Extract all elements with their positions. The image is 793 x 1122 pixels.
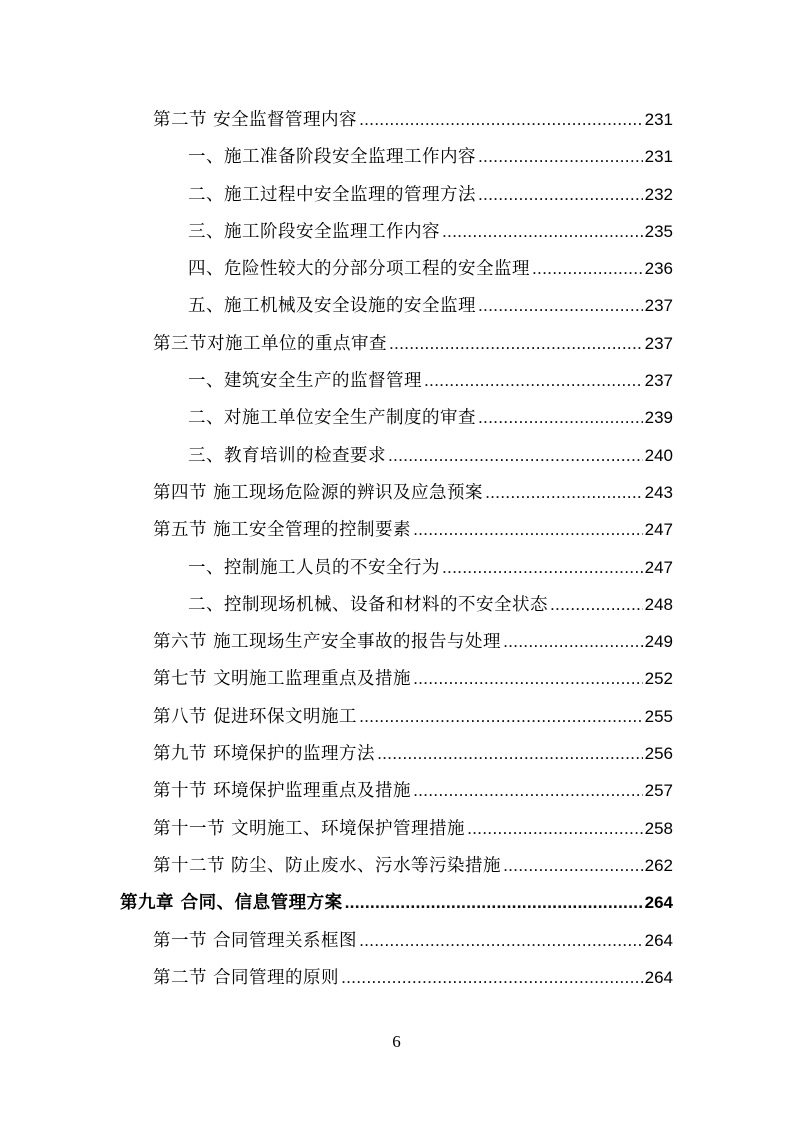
toc-entry[interactable] bbox=[0, 771, 793, 808]
dot-leader bbox=[485, 480, 643, 504]
table-of-contents bbox=[0, 100, 793, 995]
toc-entry-page: 243 bbox=[644, 482, 673, 502]
toc-entry-title: 第一节 合同管理关系框图 bbox=[153, 930, 358, 951]
toc-entry[interactable] bbox=[0, 137, 793, 174]
toc-entry[interactable] bbox=[0, 249, 793, 286]
dot-leader bbox=[345, 890, 643, 914]
dot-leader bbox=[377, 741, 643, 765]
toc-entry-title: 五、施工机械及安全设施的安全监理 bbox=[188, 296, 476, 317]
toc-entry[interactable] bbox=[0, 958, 793, 995]
toc-entry-title: 第五节 施工安全管理的控制要素 bbox=[153, 520, 412, 541]
toc-entry-page: 239 bbox=[644, 408, 673, 428]
toc-entry[interactable] bbox=[0, 846, 793, 883]
dot-leader bbox=[389, 331, 643, 355]
toc-entry[interactable] bbox=[0, 398, 793, 435]
toc-entry-title: 三、教育培训的检查要求 bbox=[188, 445, 386, 466]
toc-entry-title: 第四节 施工现场危险源的辨识及应急预案 bbox=[153, 482, 484, 503]
toc-entry[interactable] bbox=[0, 548, 793, 585]
toc-entry-page: 258 bbox=[644, 818, 673, 838]
toc-entry-page: 249 bbox=[644, 632, 673, 652]
toc-entry[interactable] bbox=[0, 324, 793, 361]
toc-entry-page: 257 bbox=[644, 781, 673, 801]
toc-entry-title: 第八节 促进环保文明施工 bbox=[153, 706, 358, 727]
dot-leader bbox=[478, 144, 643, 168]
toc-entry-page: 262 bbox=[644, 855, 673, 875]
toc-entry-title: 一、控制施工人员的不安全行为 bbox=[188, 557, 440, 578]
dot-leader bbox=[532, 256, 643, 280]
toc-entry-title: 二、对施工单位安全生产制度的审查 bbox=[188, 408, 476, 429]
toc-entry-page: 264 bbox=[644, 893, 673, 913]
toc-chapter-entry[interactable] bbox=[0, 883, 793, 920]
dot-leader bbox=[503, 629, 643, 653]
page-number: 6 bbox=[392, 1032, 401, 1051]
toc-entry-title: 第三节对施工单位的重点审查 bbox=[153, 333, 387, 354]
toc-entry-page: 247 bbox=[644, 520, 673, 540]
toc-entry-title: 第十节 环境保护监理重点及措施 bbox=[153, 781, 412, 802]
dot-leader bbox=[359, 704, 643, 728]
toc-entry[interactable] bbox=[0, 286, 793, 323]
toc-entry[interactable] bbox=[0, 659, 793, 696]
toc-entry-title: 一、建筑安全生产的监督管理 bbox=[188, 371, 422, 392]
toc-entry-page: 240 bbox=[644, 445, 673, 465]
toc-entry-title: 第十二节 防尘、防止废水、污水等污染措施 bbox=[153, 855, 502, 876]
dot-leader bbox=[413, 517, 643, 541]
toc-entry-title: 二、控制现场机械、设备和材料的不安全状态 bbox=[188, 594, 548, 615]
toc-entry-page: 237 bbox=[644, 333, 673, 353]
toc-entry-title: 第六节 施工现场生产安全事故的报告与处理 bbox=[153, 632, 502, 653]
toc-entry[interactable] bbox=[0, 212, 793, 249]
toc-entry-page: 232 bbox=[644, 184, 673, 204]
toc-entry-title: 第九章 合同、信息管理方案 bbox=[120, 893, 343, 914]
toc-entry-page: 264 bbox=[644, 930, 673, 950]
toc-entry-page: 231 bbox=[644, 147, 673, 167]
dot-leader bbox=[388, 443, 643, 467]
dot-leader bbox=[359, 107, 643, 131]
toc-entry-page: 252 bbox=[644, 669, 673, 689]
toc-entry-title: 第十一节 文明施工、环境保护管理措施 bbox=[153, 818, 466, 839]
dot-leader bbox=[478, 405, 643, 429]
toc-entry[interactable] bbox=[0, 809, 793, 846]
toc-entry-page: 231 bbox=[644, 110, 673, 129]
toc-entry-page: 255 bbox=[644, 706, 673, 726]
toc-entry-title: 第七节 文明施工监理重点及措施 bbox=[153, 669, 412, 690]
dot-leader bbox=[442, 555, 643, 579]
dot-leader bbox=[413, 778, 643, 802]
dot-leader bbox=[341, 965, 643, 989]
toc-entry-page: 237 bbox=[644, 371, 673, 391]
toc-entry[interactable] bbox=[0, 473, 793, 510]
toc-entry[interactable] bbox=[0, 510, 793, 547]
dot-leader bbox=[413, 666, 643, 690]
toc-entry[interactable] bbox=[0, 175, 793, 212]
toc-entry-page: 237 bbox=[644, 296, 673, 316]
dot-leader bbox=[503, 853, 643, 877]
toc-entry-title: 一、施工准备阶段安全监理工作内容 bbox=[188, 147, 476, 168]
dot-leader bbox=[424, 368, 643, 392]
toc-entry-page: 235 bbox=[644, 221, 673, 241]
toc-entry[interactable] bbox=[0, 585, 793, 622]
toc-entry-title: 第二节 安全监督管理内容 bbox=[153, 110, 358, 130]
toc-entry-title: 二、施工过程中安全监理的管理方法 bbox=[188, 184, 476, 205]
toc-entry[interactable] bbox=[0, 436, 793, 473]
toc-entry[interactable] bbox=[0, 697, 793, 734]
toc-entry-title: 三、施工阶段安全监理工作内容 bbox=[188, 221, 440, 242]
toc-entry[interactable] bbox=[0, 622, 793, 659]
toc-entry[interactable] bbox=[0, 100, 793, 137]
dot-leader bbox=[467, 816, 643, 840]
toc-entry-title: 第二节 合同管理的原则 bbox=[153, 967, 340, 988]
toc-entry-page: 256 bbox=[644, 744, 673, 764]
toc-entry[interactable] bbox=[0, 734, 793, 771]
toc-entry-page: 264 bbox=[644, 967, 673, 987]
dot-leader bbox=[478, 293, 643, 317]
toc-entry-page: 248 bbox=[644, 594, 673, 614]
toc-entry[interactable] bbox=[0, 361, 793, 398]
toc-entry[interactable] bbox=[0, 921, 793, 958]
toc-entry-title: 四、危险性较大的分部分项工程的安全监理 bbox=[188, 259, 530, 280]
dot-leader bbox=[478, 182, 643, 206]
toc-entry-title: 第九节 环境保护的监理方法 bbox=[153, 744, 376, 765]
dot-leader bbox=[359, 928, 643, 952]
dot-leader bbox=[442, 219, 643, 243]
dot-leader bbox=[550, 592, 643, 616]
toc-entry-page: 247 bbox=[644, 557, 673, 577]
toc-entry-page: 236 bbox=[644, 259, 673, 279]
